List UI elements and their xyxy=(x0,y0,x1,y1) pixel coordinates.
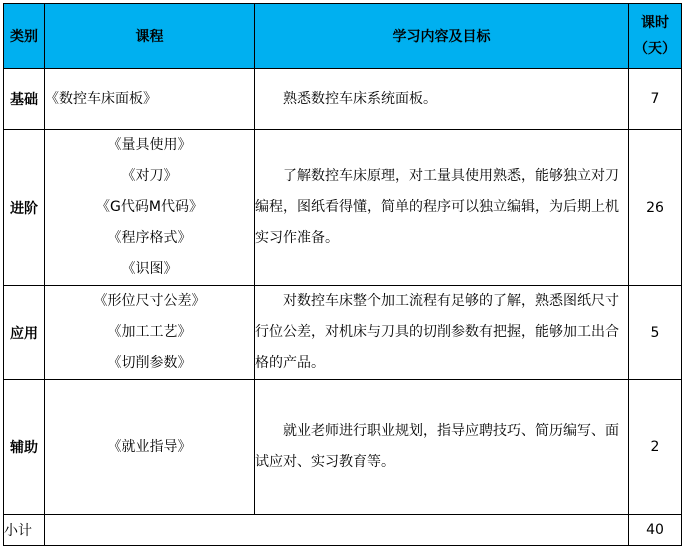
category-cell: 进阶 xyxy=(4,130,45,286)
content-cell xyxy=(255,130,629,286)
course-cell xyxy=(45,380,255,515)
table-row-auxiliary xyxy=(4,380,682,515)
header-row xyxy=(4,4,682,69)
header-category: 类别 xyxy=(4,4,45,69)
course-name: 《就业指导》 xyxy=(107,438,192,455)
course-name: 《切削参数》 xyxy=(107,355,192,371)
content-text: 了解数控车床原理，对工量具使用熟悉，能够独立对刀编程，图纸看得懂，简单的程序可以独立编辑，为后期上机实习作准备。 xyxy=(255,168,619,246)
course-cell xyxy=(45,286,255,380)
course-name: 《程序格式》 xyxy=(107,230,192,246)
content-cell xyxy=(255,69,629,130)
course-name: 《数控车床面板》 xyxy=(45,90,157,107)
subtotal-hours: 40 xyxy=(629,515,682,546)
header-content: 学习内容及目标 xyxy=(255,4,629,69)
header-hours-line2: （天） xyxy=(634,41,676,57)
content-text: 就业老师进行职业规划，指导应聘技巧、简历编写、面试应对、实习教育等。 xyxy=(255,423,619,470)
course-name: 《形位尺寸公差》 xyxy=(93,293,206,309)
course-name: 《对刀》 xyxy=(121,168,178,184)
subtotal-empty-cell xyxy=(45,515,629,546)
table-row-basic xyxy=(4,69,682,130)
hours-cell: 2 xyxy=(629,380,682,515)
course-name: 《G代码M代码》 xyxy=(96,199,203,215)
table-row-subtotal xyxy=(4,515,682,546)
course-cell xyxy=(45,69,255,130)
header-hours xyxy=(629,4,682,69)
subtotal-label: 小计 xyxy=(4,515,45,546)
course-name: 《量具使用》 xyxy=(107,137,192,153)
content-text: 熟悉数控车床系统面板。 xyxy=(255,90,437,107)
content-text: 对数控车床整个加工流程有足够的了解，熟悉图纸尺寸行位公差，对机床与刀具的切削参数有把握，能够加工出合格的产品。 xyxy=(255,293,619,371)
table-row-advanced xyxy=(4,130,682,286)
course-cell xyxy=(45,130,255,286)
hours-cell: 26 xyxy=(629,130,682,286)
course-name: 《识图》 xyxy=(121,261,178,277)
course-name: 《加工工艺》 xyxy=(107,324,192,340)
hours-cell: 5 xyxy=(629,286,682,380)
category-cell: 应用 xyxy=(4,286,45,380)
hours-cell: 7 xyxy=(629,69,682,130)
content-cell xyxy=(255,380,629,515)
table-row-application xyxy=(4,286,682,380)
header-hours-line1: 课时 xyxy=(641,15,669,31)
category-cell: 辅助 xyxy=(4,380,45,515)
header-course: 课程 xyxy=(45,4,255,69)
content-cell xyxy=(255,286,629,380)
curriculum-table xyxy=(3,3,682,546)
category-cell: 基础 xyxy=(4,69,45,130)
